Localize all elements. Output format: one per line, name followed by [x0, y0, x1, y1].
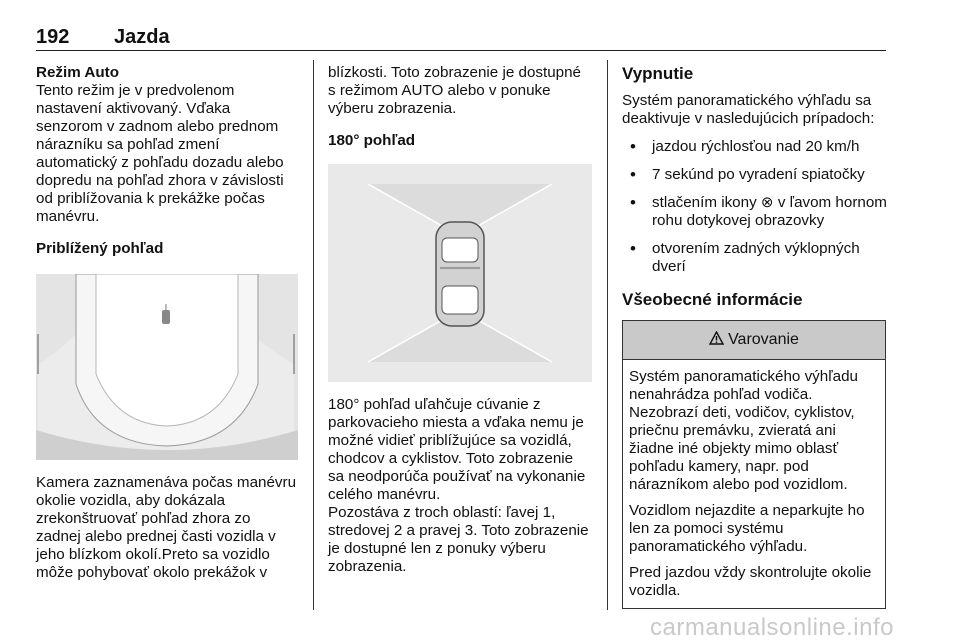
- auto-mode-text: Tento režim je v predvolenom nastavení aktivovaný. Vďaka senzorom v zadnom alebo prednom nárazníku sa pohľad zmení automatický z pohľadu dozadu alebo dopredu na pohľad zhora v závislosti od priblížovania k prekážke počas manévru.: [36, 82, 284, 225]
- zoom-view-image: [36, 274, 298, 460]
- column-2: [328, 64, 592, 576]
- general-info-heading: Všeobecné informácie: [622, 290, 803, 309]
- warning-text-1: Systém panoramatického výhľadu nenahrádza pohľad vodiča. Nezobrazí deti, vodičov, cyklistov, priečnu premávku, zvieratá ani žiadne iné objekty mimo oblasť pohľadu kamery, napr. pod nárazníkom alebo pod vozidlom.: [629, 368, 858, 493]
- warning-header: [623, 321, 885, 360]
- warning-body: [623, 360, 885, 608]
- auto-mode-heading: Režim Auto: [36, 64, 119, 81]
- column-1: [36, 64, 298, 582]
- header-rule: [36, 50, 886, 51]
- column-divider-2: [607, 60, 608, 610]
- warning-text-3: Pred jazdou vždy skontrolujte okolie vozidla.: [629, 564, 872, 599]
- warning-box: [622, 320, 886, 609]
- watermark: carmanualsonline.info: [650, 614, 894, 641]
- list-item: • otvorením zadných výklopných dverí: [622, 240, 888, 276]
- page-header: [36, 22, 886, 52]
- zoom-view-text: Kamera zaznamenáva počas manévru okolie vozidla, aby dokázala zrekonštruovať pohľad zhora zo zadnej alebo prednej časti vozidla v jeho blízkom okolí.Preto sa vozidlo môže pohybovať okolo prekážok v: [36, 474, 297, 581]
- zoom-view-illustration: [36, 274, 298, 460]
- page-number: 192: [36, 26, 70, 48]
- deactivation-heading: Vypnutie: [622, 64, 694, 83]
- view-180-text: 180° pohľad uľahčuje cúvanie z parkovacieho miesta a vďaka nemu je možné vidieť priblížujúce sa vozidlá, chodcov a cyklistov. Toto zobrazenie sa neodporúča používať na vykonanie celého manévru.: [328, 396, 586, 503]
- deactivation-list: [622, 138, 888, 276]
- deactivation-intro: Systém panoramatického výhľadu sa deaktivuje v nasledujúcich prípadoch:: [622, 92, 875, 127]
- view-180-illustration: [328, 164, 592, 382]
- view-180-image: [328, 164, 592, 382]
- chapter-title: Jazda: [114, 26, 170, 48]
- column-divider-1: [313, 60, 314, 610]
- warning-triangle-icon: [709, 331, 724, 350]
- warning-title: Varovanie: [728, 331, 799, 348]
- continued-text: blízkosti. Toto zobrazenie je dostupné s režimom AUTO alebo v ponuke výberu zobrazenia.: [328, 64, 582, 117]
- warning-text-2: Vozidlom nejazdite a neparkujte ho len za pomoci systému panoramatického výhľadu.: [629, 502, 865, 555]
- list-item: • 7 sekúnd po vyradení spiatočky: [622, 166, 888, 184]
- list-item: • jazdou rýchlosťou nad 20 km/h: [622, 138, 888, 156]
- view-180-areas-text: Pozostáva z troch oblastí: ľavej 1, stredovej 2 a pravej 3. Toto zobrazenie je dostupné len z ponuky výberu zobrazenia.: [328, 504, 589, 575]
- zoom-view-heading: Priblížený pohľad: [36, 240, 164, 257]
- view-180-heading: 180° pohľad: [328, 132, 416, 149]
- column-3: [622, 64, 888, 609]
- list-item: • stlačením ikony ⊗ v ľavom hornom rohu dotykovej obrazovky: [622, 194, 888, 230]
